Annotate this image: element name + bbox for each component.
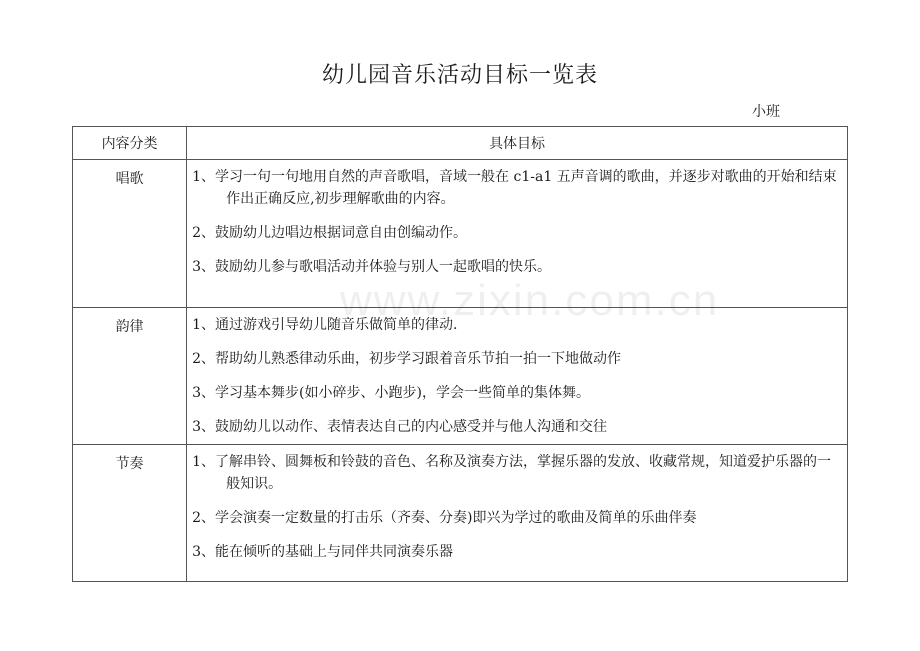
goals-cell bbox=[187, 308, 848, 445]
header-category: 内容分类 bbox=[73, 127, 187, 160]
goal-item: 2、鼓励幼儿边唱边根据词意自由创编动作。 bbox=[192, 225, 468, 241]
category-cell: 韵律 bbox=[73, 308, 187, 445]
goal-item: 2、帮助幼儿熟悉律动乐曲，初步学习跟着音乐节拍一拍一下地做动作 bbox=[192, 351, 622, 367]
category-cell: 唱歌 bbox=[73, 160, 187, 308]
table-row bbox=[73, 308, 848, 445]
document-title: 幼儿园音乐活动目标一览表 bbox=[321, 63, 598, 88]
goal-item: 1、学习一句一句地用自然的声音歌唱，音域一般在 c1-a1 五声音调的歌曲，并逐步对歌曲的开始和结束作出正确反应,初步理解歌曲的内容。 bbox=[192, 169, 837, 207]
watermark-text: www.zixin.com.cn bbox=[340, 276, 720, 325]
goal-item: 3、学习基本舞步(如小碎步、小跑步)，学会一些简单的集体舞。 bbox=[192, 385, 590, 401]
goal-item: 3、鼓励幼儿以动作、表情表达自己的内心感受并与他人沟通和交往 bbox=[192, 419, 608, 435]
class-level-label: 小班 bbox=[752, 104, 780, 120]
goal-item: 1、了解串铃、圆舞板和铃鼓的音色、名称及演奏方法，掌握乐器的发放、收藏常规，知道爱护乐器的一般知识。 bbox=[192, 454, 832, 492]
goal-item: 3、能在倾听的基础上与同伴共同演奏乐器 bbox=[192, 544, 454, 560]
goal-item: 1、通过游戏引导幼儿随音乐做简单的律动. bbox=[192, 317, 458, 333]
goals-cell bbox=[187, 445, 848, 582]
goal-item: 3、鼓励幼儿参与歌唱活动并体验与别人一起歌唱的快乐。 bbox=[192, 259, 552, 275]
goals-table bbox=[72, 126, 848, 582]
table-header-row bbox=[73, 127, 848, 160]
header-goals: 具体目标 bbox=[187, 127, 848, 160]
goal-item: 2、学会演奏一定数量的打击乐（齐奏、分奏)即兴为学过的歌曲及简单的乐曲伴奏 bbox=[192, 510, 697, 526]
table-row bbox=[73, 445, 848, 582]
category-cell: 节奏 bbox=[73, 445, 187, 582]
